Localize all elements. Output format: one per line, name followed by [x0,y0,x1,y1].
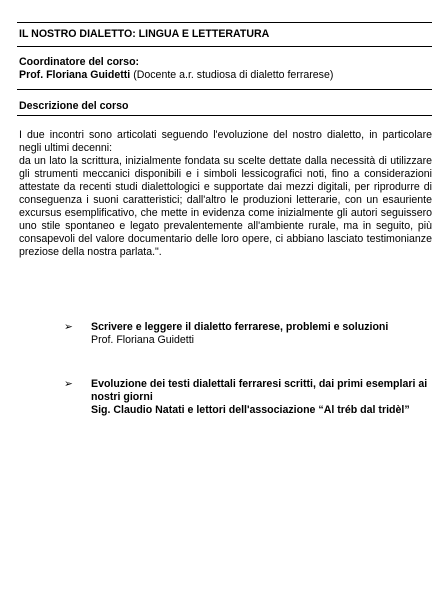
document-title: IL NOSTRO DIALETTO: LINGUA E LETTERATURA [19,28,270,40]
coordinator-rule [17,89,432,90]
arrow-bullet-icon: ➢ [64,378,73,390]
topic-title: Evoluzione dei testi dialettali ferraresi scritti, dai primi esemplari ai nostri giorni [91,378,428,403]
coordinator-label: Coordinatore del corso: [19,56,140,68]
coordinator-name: Prof. Floriana Guidetti [19,69,131,81]
description-paragraph: I due incontri sono articolati seguendo l'evoluzione del nostro dialetto, in particolare negli ultimi decenni: [19,129,432,154]
topic-speaker: Prof. Floriana Guidetti [91,334,195,346]
arrow-bullet-icon: ➢ [64,321,73,333]
topic-item [64,321,432,347]
coordinator-section [19,56,432,82]
description-rule [17,115,432,116]
title-rule [17,46,432,47]
top-rule [17,22,432,23]
topic-title: Scrivere e leggere il dialetto ferrarese, problemi e soluzioni [91,321,389,333]
coordinator-line [19,69,432,82]
description-body [19,129,432,259]
description-heading: Descrizione del corso [19,100,129,112]
topic-item [64,378,432,417]
coordinator-role: (Docente a.r. studiosa di dialetto ferrarese) [130,69,334,81]
description-paragraph: da un lato la scrittura, inizialmente fondata su scelte dettate dalla necessità di utilizzare gli strumenti meccanici disponibili e i simboli lessicografici noti, fino a considerazioni attestate da recenti studi dialettologici e supportate dai mezzi digitali, per riprodurre di conseguenza i suoni caratteristici; dall'altro le produzioni letterarie, con un esauriente excursus esemplificativo, che mette in evidenza come inizialmente gli autori seguissero uno stile spontaneo e legato prevalentemente all'ambiente rurale, ma in seguito, più consapevoli del valore documentario delle loro opere, ci abbiano lasciato testimonianze preziose della nostra parlata.". [19,155,432,258]
topic-speaker: Sig. Claudio Natati e lettori dell'associazione “Al tréb dal tridèl” [91,404,410,416]
